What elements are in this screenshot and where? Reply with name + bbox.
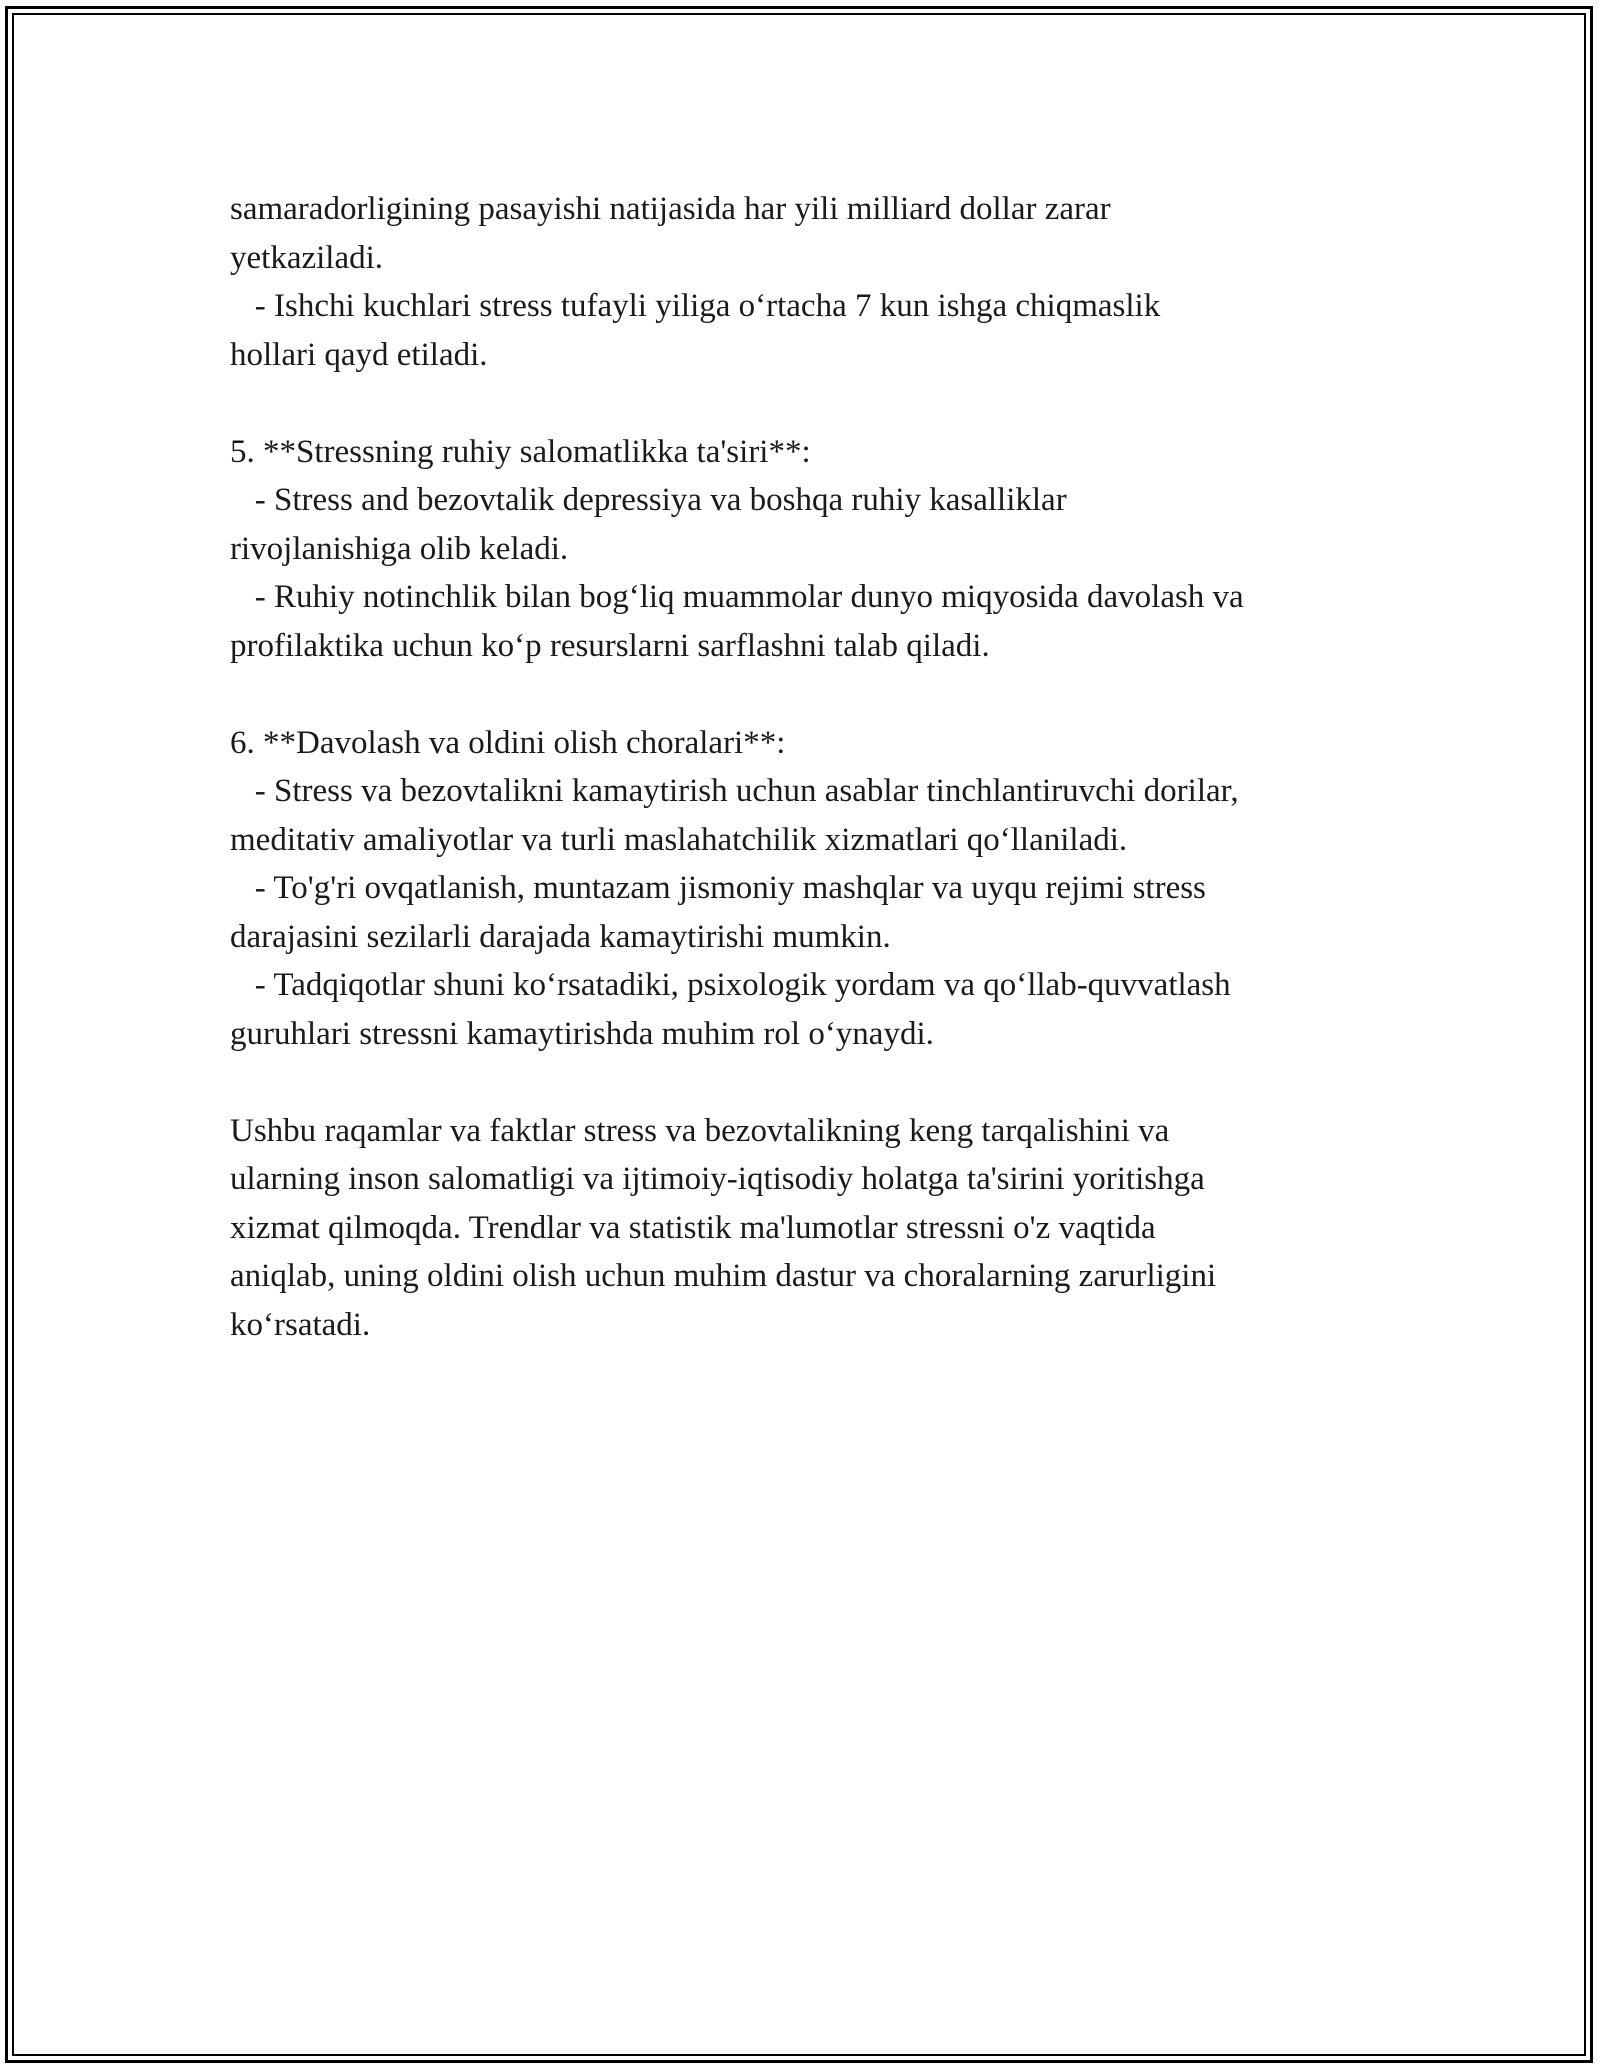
text-line: profilaktika uchun ko‘p resurslarni sarflashni talab qiladi. bbox=[230, 627, 990, 664]
blank-line bbox=[230, 670, 1390, 719]
text-line: samaradorligining pasayishi natijasida har yili milliard dollar zarar bbox=[230, 191, 1111, 227]
section-heading: 5. **Stressning ruhiy salomatlikka ta'siri**: bbox=[230, 433, 811, 470]
text-line: ko‘rsatadi. bbox=[230, 1306, 371, 1343]
text-line: rivojlanishiga olib keladi. bbox=[230, 530, 569, 567]
text-line: meditativ amaliyotlar va turli maslahatchilik xizmatlari qo‘llaniladi. bbox=[230, 821, 1128, 858]
text-line: ularning inson salomatligi va ijtimoiy-iqtisodiy holatga ta'sirini yoritishga bbox=[230, 1161, 1205, 1197]
document-body bbox=[230, 185, 1390, 1349]
blank-line bbox=[230, 1058, 1390, 1107]
text-line: - Ruhiy notinchlik bilan bog‘liq muammolar dunyo miqyosida davolash va bbox=[230, 579, 1244, 615]
section-heading: 6. **Davolash va oldini olish choralari**: bbox=[230, 724, 786, 761]
text-line: - Ishchi kuchlari stress tufayli yiliga o‘rtacha 7 kun ishga chiqmaslik bbox=[230, 288, 1161, 324]
text-line: - To'g'ri ovqatlanish, muntazam jismoniy mashqlar va uyqu rejimi stress bbox=[230, 870, 1206, 906]
text-line: hollari qayd etiladi. bbox=[230, 336, 488, 373]
text-line: - Stress and bezovtalik depressiya va boshqa ruhiy kasalliklar bbox=[230, 482, 1067, 518]
text-line: guruhlari stressni kamaytirishda muhim rol o‘ynaydi. bbox=[230, 1015, 934, 1052]
text-line: - Tadqiqotlar shuni ko‘rsatadiki, psixologik yordam va qo‘llab-quvvatlash bbox=[230, 967, 1231, 1003]
blank-line bbox=[230, 379, 1390, 428]
text-line: - Stress va bezovtalikni kamaytirish uchun asablar tinchlantiruvchi dorilar, bbox=[230, 773, 1239, 809]
text-line: xizmat qilmoqda. Trendlar va statistik ma'lumotlar stressni o'z vaqtida bbox=[230, 1209, 1156, 1246]
text-line: darajasini sezilarli darajada kamaytirishi mumkin. bbox=[230, 918, 891, 955]
text-line: Ushbu raqamlar va faktlar stress va bezovtalikning keng tarqalishini va bbox=[230, 1112, 1170, 1149]
text-line: yetkaziladi. bbox=[230, 239, 384, 276]
text-line: aniqlab, uning oldini olish uchun muhim dastur va choralarning zarurligini bbox=[230, 1258, 1217, 1294]
